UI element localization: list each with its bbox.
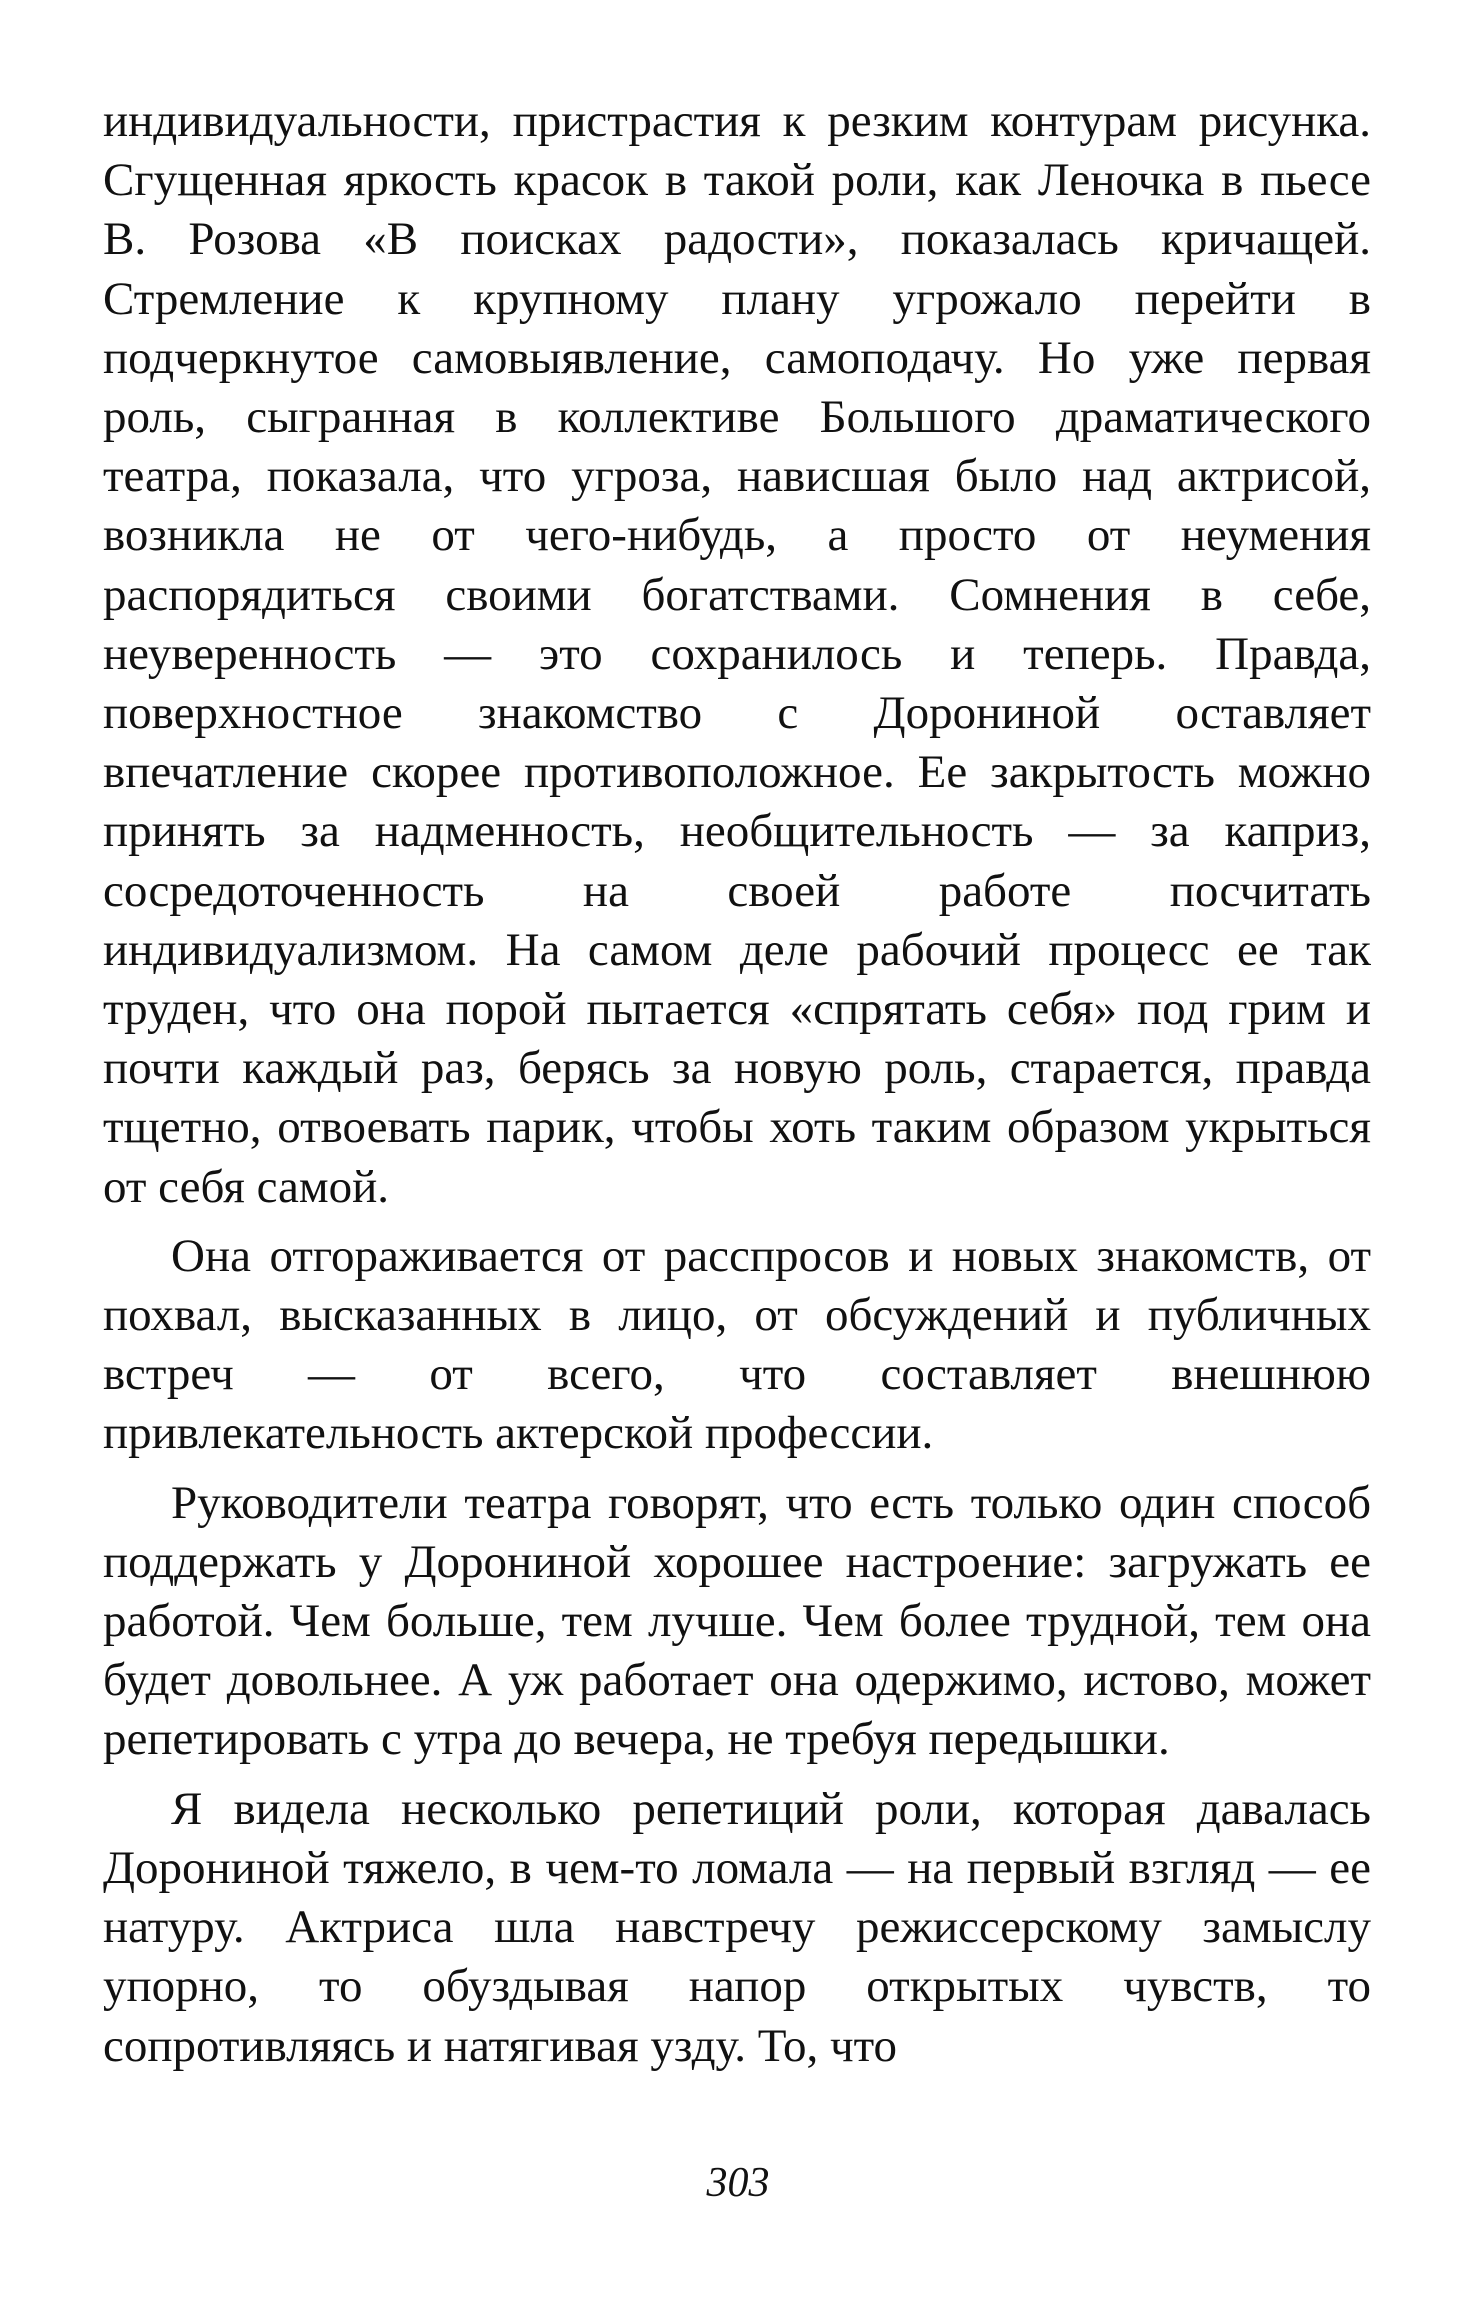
paragraph-2: Она отгораживается от расспросов и новых знакомств, от похвал, высказанных в лицо, от обсуждений и публичных встреч — от всего, что составляет внешнюю привлекательность актерской профессии. — [103, 1229, 1371, 1460]
paragraph-3: Руководители театра говорят, что есть только один способ поддержать у Дорониной хорошее настроение: загружать ее работой. Чем больше, тем лучше. Чем более трудной, тем она будет довольнее. А уж работает она одержимо, истово, может репетировать с утра до вечера, не требуя передышки. — [103, 1476, 1371, 1766]
page-number: 303 — [706, 2160, 770, 2206]
paragraph-1: индивидуальности, пристрастия к резким контурам рисунка. Сгущенная яркость красок в такой роли, как Леночка в пьесе В. Розова «В поисках радости», показалась кричащей. Стремление к крупному плану угрожало перейти в подчеркнутое самовыявление, самоподачу. Но уже первая роль, сыгранная в коллективе Большого драматического театра, показала, что угроза, нависшая было над актрисой, возникла не от чего-нибудь, а просто от неумения распорядиться своими богатствами. Сомнения в себе, неуверенность — это сохранилось и теперь. Правда, поверхностное знакомство с Дорониной оставляет впечатление скорее противоположное. Ее закрытость можно принять за надменность, необщительность — за каприз, сосредоточенность на своей работе посчитать индивидуализмом. На самом деле рабочий процесс ее так труден, что она порой пытается «спрятать себя» под грим и почти каждый раз, берясь за новую роль, старается, правда тщетно, отвоевать парик, чтобы хоть таким образом укрыться от себя самой. — [103, 95, 1371, 1213]
body-text — [103, 92, 1371, 2086]
paragraph-4: Я видела несколько репетиций роли, которая давалась Дорониной тяжело, в чем-то ломала — на первый взгляд — ее натуру. Актриса шла навстречу режиссерскому замыслу упорно, то обуздывая напор открытых чувств, то сопротивляясь и натягивая узду. То, что — [103, 1782, 1371, 2072]
